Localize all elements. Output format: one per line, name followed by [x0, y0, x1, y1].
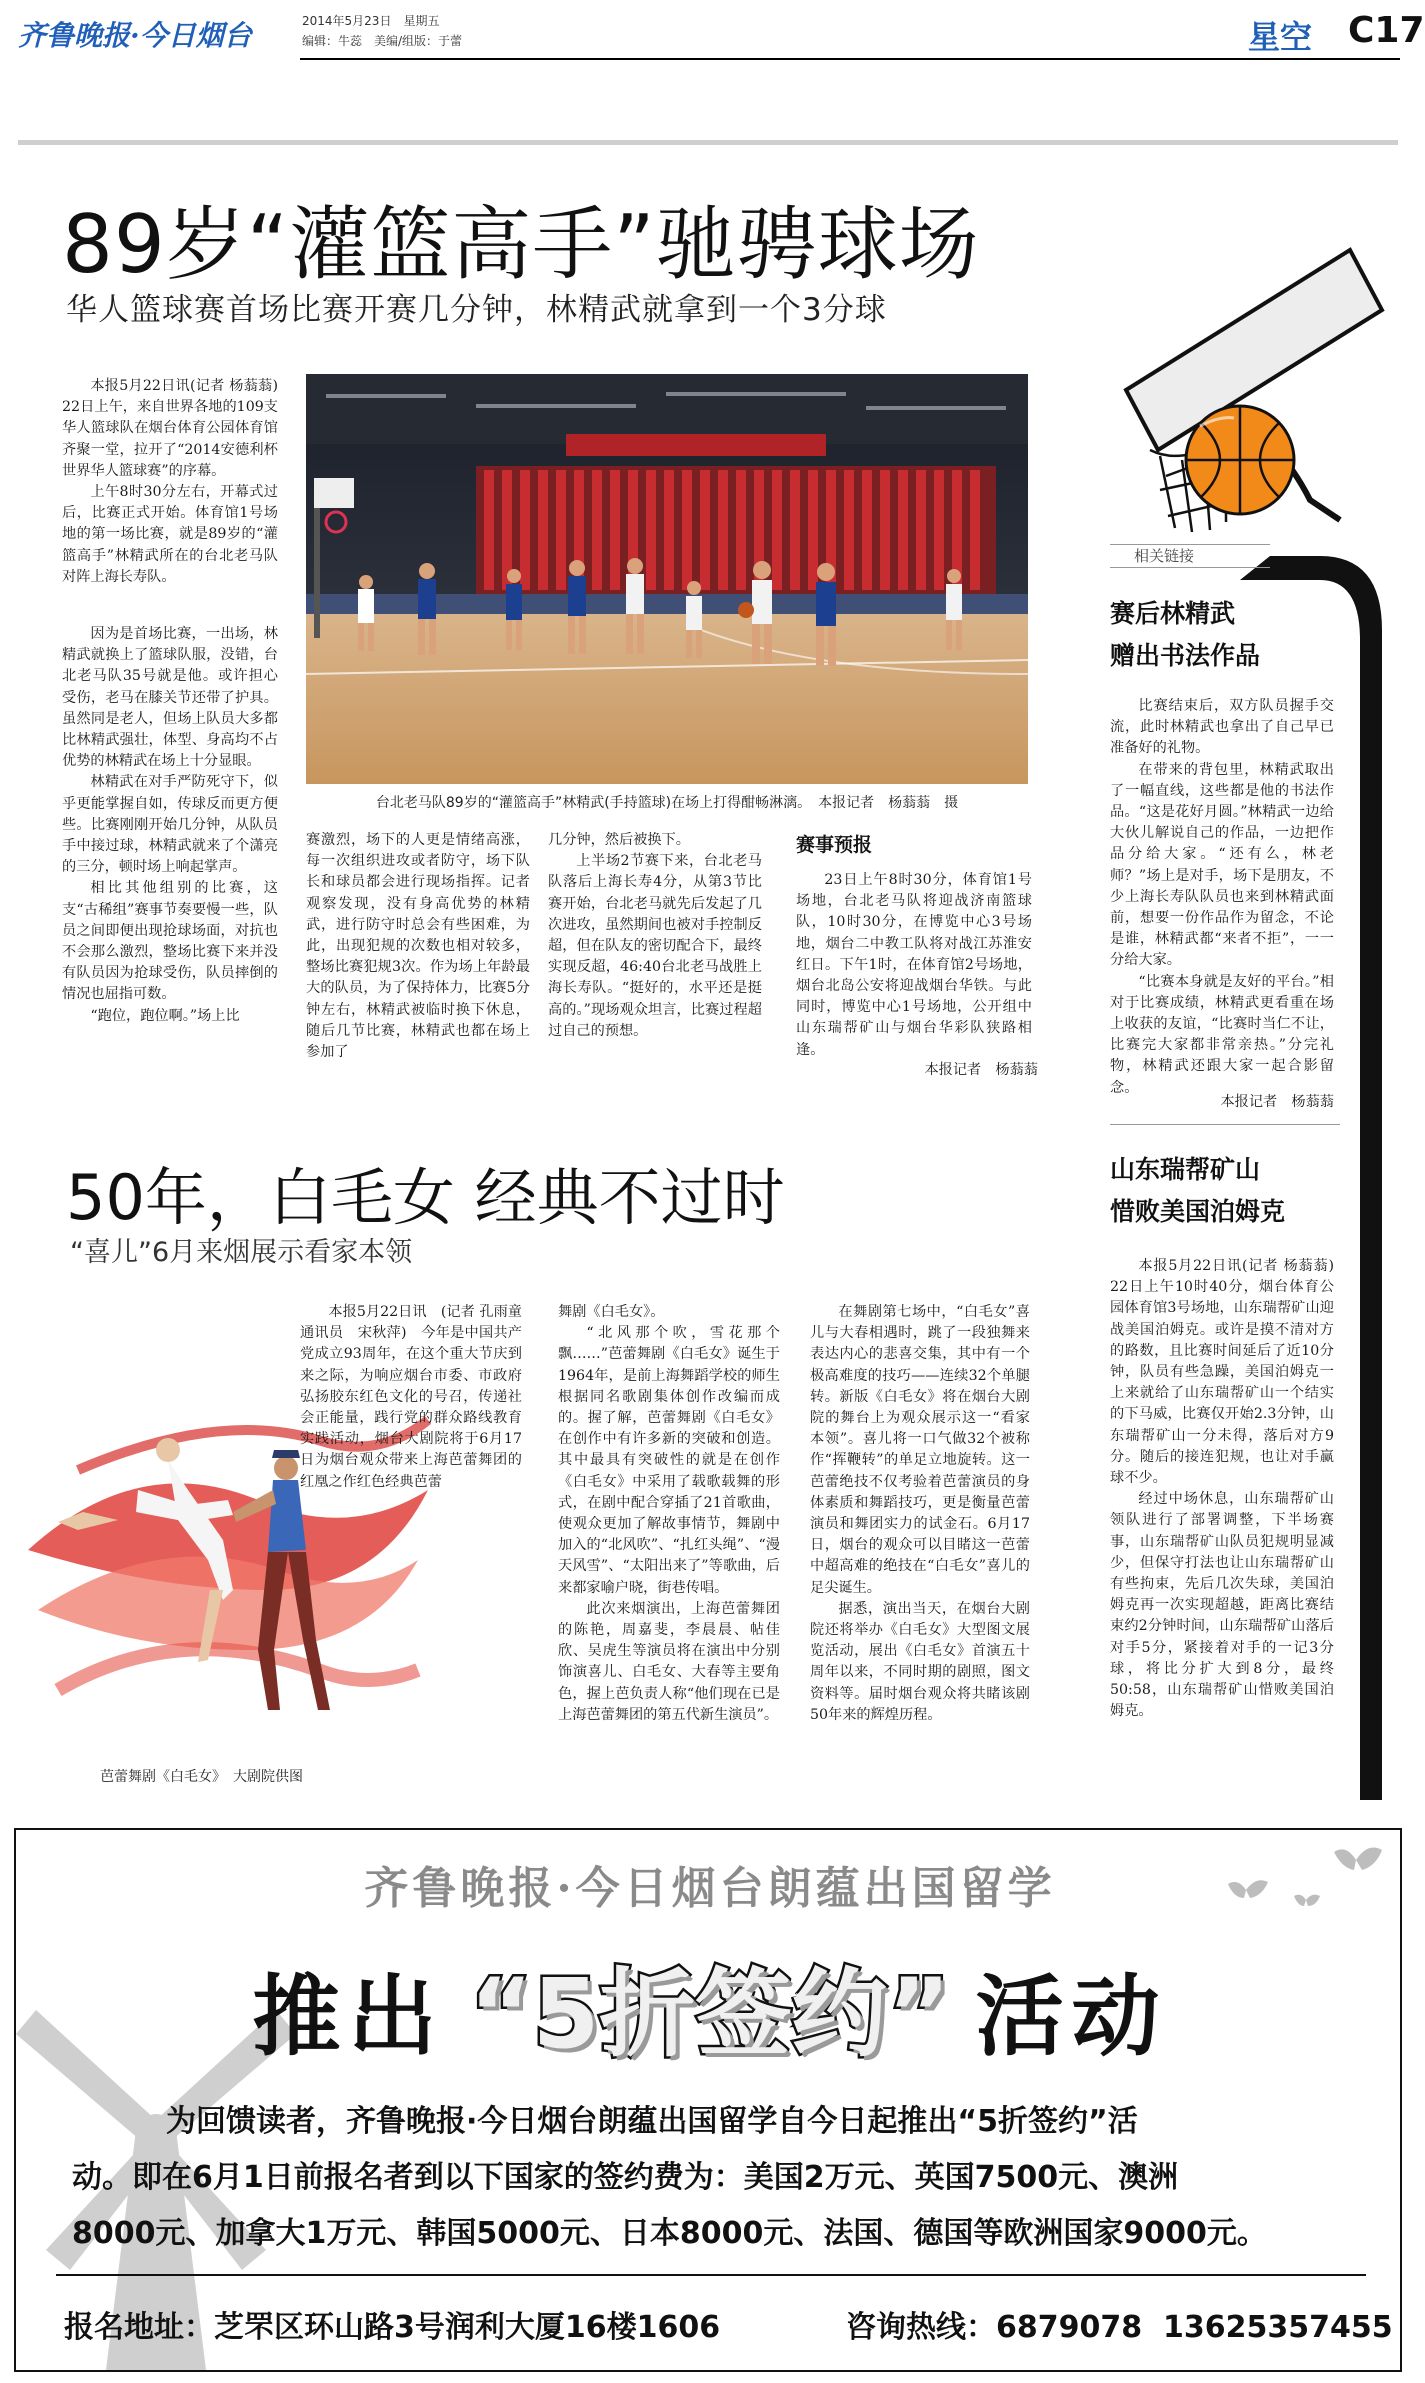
promo-quote: “5折签约”	[469, 1958, 951, 2070]
article2-subheadline: “喜儿”6月来烟展示看家本领	[70, 1237, 413, 1268]
top-divider	[18, 140, 1398, 145]
related-body: 比赛结束后，双方队员握手交流，此时林精武也拿出了自己早已准备好的礼物。 在带来的背包里，林精武取出了一幅直线，这些都是他的书法作品。“这是花好月圆。”林精武一边给大伙儿解说自己的作品，一边把作品分给大家。“还有么，林老师？”场上是对手，场下是朋友，不少上海长寿队队员也来到林精武面前，想要一份作品作为留念，不论是谁，林精武都“来者不拒”，一一分给大家。 “比赛本身就是友好的平台。”相对于比赛成绩，林精武更看重在场上收获的友谊，“比赛时当仁不让，比赛完大家都非常亲热。”分完礼物，林精武还跟大家一起合影留念。	[1110, 698, 1334, 1096]
advert-promo	[16, 1938, 1404, 2075]
sidebar-divider	[1110, 1124, 1340, 1125]
advert-body-line1: 为回馈读者，齐鲁晚报·今日烟台朗蕴出国留学自今日起推出“5折签约”活	[166, 2104, 1138, 2139]
article1-column1-bottom: 因为是首场比赛，一出场，林精武就换上了篮球队服，没错，台北老马队35号就是他。或许担心受伤，老马在膝关节还带了护具。虽然同是老人，但场上队员大多都比林精武强壮，体型、身高均不占优势的林精武在场上十分显眼。 林精武在对手严防死守下，似乎更能掌握自如，传球反而更方便些。比赛刚刚开始几分钟，从队员手中接过球，林精武就来了个潇亮的三分，顿时场上响起掌声。 相比其他组别的比赛，这支“古稀组”赛事节奏要慢一些，队员之间即便出现抢球场面，对抗也不会那么激烈，整场比赛下来并没有队员因为抢球受伤，队员摔倒的情况也屈指可数。 “跑位，跑位啊。”场上比	[62, 626, 278, 1024]
basketball-court-image	[306, 374, 1028, 784]
basketball-game-photo	[306, 374, 1028, 784]
related-title-line2: 赠出书法作品	[1110, 641, 1261, 670]
article2-headline: 50年，白毛女 经典不过时	[66, 1161, 785, 1234]
advert-hotline: 咨询热线：6879078 13625357455	[846, 2310, 1393, 2345]
masthead-date: 2014年5月23日 星期五	[302, 14, 440, 28]
promo-prefix: 推出	[252, 1965, 445, 2068]
page-number: C17	[1348, 10, 1425, 51]
article1-photo-caption: 台北老马队89岁的“灌篮高手”林精武(手持篮球)在场上打得酣畅淋漓。 本报记者 杨蓊蓊 摄	[375, 795, 959, 811]
article1-headline: 89岁“灌篮高手”驰骋球场	[62, 198, 980, 291]
promo-suffix: 活动	[975, 1965, 1168, 2068]
related-link-label: 相关链接	[1110, 544, 1270, 568]
mining-title-line2: 惜败美国泊姆克	[1110, 1197, 1286, 1226]
preview-byline: 本报记者 杨蓊蓊	[924, 1062, 1038, 1078]
masthead-paper-name: 齐鲁晚报·今日烟台	[18, 19, 252, 52]
advert-title: 齐鲁晚报·今日烟台朗蕴出国留学	[364, 1863, 1056, 1914]
article1-column3: 几分钟，然后被换下。 上半场2节赛下来，台北老马队落后上海长寿4分，从第3节比赛开始，台北老马就先后发起了几次进攻，虽然期间也被对手控制反超，但在队友的密切配合下，最终实现反超，46:40台北老马战胜上海长寿队。“挺好的，水平还是挺高的。”现场观众坦言，比赛过程超过自己的预想。	[548, 832, 762, 1039]
related-byline: 本报记者 杨蓊蓊	[1220, 1094, 1334, 1110]
article1-subheadline: 华人篮球赛首场比赛开赛几分钟，林精武就拿到一个3分球	[66, 292, 887, 328]
masthead-editors: 编辑：牛蕊 美编/组版：于蕾	[302, 34, 463, 48]
section-name: 星空	[1248, 18, 1313, 56]
article1-column2: 赛激烈，场下的人更是情绪高涨，每一次组织进攻或者防守，场下队长和球员都会进行现场指挥。记者观察发现，没有身高优势的林精武，进行防守时总会有些困难，为此，出现犯规的次数也相对较多，整场比赛犯规3次。作为场上年龄最大的队员，为了保持体力，比赛5分钟左右，林精武被临时换下休息，随后几节比赛，林精武也都在场上参加了	[306, 832, 530, 1061]
related-title-line1: 赛后林精武	[1110, 599, 1236, 628]
advert-box	[14, 1828, 1402, 2372]
article1-column1-top: 本报5月22日讯(记者 杨蓊蓊) 22日上午，来自世界各地的109支华人篮球队在烟台体育公园体育馆齐聚一堂，拉开了“2014安德利杯世界华人篮球赛”的序幕。 上午8时30分左右，开幕式过后，比赛正式开始。体育馆1号场地的第一场比赛，就是89岁的“灌篮高手”林精武所在的台北老马队对阵上海长寿队。	[62, 378, 293, 585]
article2-column3: 在舞剧第七场中，“白毛女”喜儿与大春相遇时，跳了一段独舞来表达内心的悲喜交集，其中有一个极高难度的技巧——连续32个单腿转。新版《白毛女》将在烟台大剧院的舞台上为观众展示这一“看家本领”。喜儿将一口气做32个被称作“挥鞭转”的单足立地旋转。这一芭蕾绝技不仅考验着芭蕾演员的身体素质和舞蹈技巧，更是衡量芭蕾演员和舞团实力的试金石。6月17日，烟台的观众可以目睹这一芭蕾中超高难的绝技在“白毛女”喜儿的足尖诞生。 据悉，演出当天，在烟台大剧院还将举办《白毛女》大型图文展览活动，展出《白毛女》首演五十周年以来，不同时期的剧照，图文资料等。届时烟台观众将共睹该剧50年来的辉煌历程。	[810, 1304, 1030, 1723]
masthead-rule	[300, 58, 1400, 60]
preview-body: 23日上午8时30分，体育馆1号场地，台北老马队将迎战济南篮球队，10时30分，在博览中心3号场地，烟台二中教工队将对战江苏淮安红日。下午1时，在体育馆2号场地，烟台北岛公安将迎战烟台华铁。与此同时，博览中心1号场地，公开组中山东瑞帮矿山与烟台华彩队狭路相逢。	[796, 872, 1032, 1058]
mining-body: 本报5月22日讯(记者 杨蓊蓊) 22日上午10时40分，烟台体育公园体育馆3号场地，山东瑞帮矿山迎战美国泊姆克。或许是摸不清对方的路数，且比赛时间延后了近10分钟，队员有些急躁，美国泊姆克一上来就给了山东瑞帮矿山一个结实的下马威，比赛仅开始2.3分钟，山东瑞帮矿山一分未得，落后对方9分。随后的接连犯规，也让对手赢球不少。 经过中场休息，山东瑞帮矿山领队进行了部署调整，下半场赛事，山东瑞帮矿山队员犯规明显减少，但保守打法也让山东瑞帮矿山有些拘束，先后几次失球，美国泊姆克再一次实现超越，距离比赛结束约2分钟时间，山东瑞帮矿山落后对手5分，紧接着对手的一记3分球，将比分扩大到8分，最终50:58，山东瑞帮矿山惜败美国泊姆克。	[1110, 1258, 1349, 1720]
advert-body-line2: 动。即在6月1日前报名者到以下国家的签约费为：美国2万元、英国7500元、澳洲	[72, 2160, 1179, 2195]
advert-footer-rule	[56, 2274, 1366, 2276]
article2-column2: 舞剧《白毛女》。 “北风那个吹，雪花那个飘……”芭蕾舞剧《白毛女》诞生于1964年，是前上海舞蹈学校的师生根据同名歌剧集体创作改编而成的。握了解，芭蕾舞剧《白毛女》在创作中有许多新的突破和创造。其中最具有突破性的就是在创作《白毛女》中采用了载歌载舞的形式，在剧中配合穿插了21首歌曲，使观众更加了解故事情节，舞剧中加入的“北风吹”、“扎红头绳”、“漫天风雪”、“太阳出来了”等歌曲，后来都家喻户晓，街巷传唱。 此次来烟演出，上海芭蕾舞团的陈艳，周嘉斐，李晨晨、帖佳欣、吴虎生等演员将在演出中分别饰演喜儿、白毛女、大春等主要角色，握上芭负责人称“他们现在已是上海芭蕾舞团的第五代新生演员”。	[558, 1304, 780, 1723]
article2-column1: 本报5月22日讯 (记者 孔雨童 通讯员 宋秋萍) 今年是中国共产党成立93周年，在这个重大节庆到来之际，为响应烟台市委、市政府弘扬胶东红色文化的号召，传递社会正能量，践行党的群众路线教育实践活动，烟台大剧院将于6月17日为烟台观众带来上海芭蕾舞团的红凰之作红色经典芭蕾	[300, 1304, 537, 1490]
mining-title-line1: 山东瑞帮矿山	[1110, 1155, 1261, 1184]
masthead	[0, 0, 1425, 60]
advert-address: 报名地址：芝罘区环山路3号润利大厦16楼1606	[64, 2310, 721, 2345]
article2-photo-caption: 芭蕾舞剧《白毛女》 大剧院供图	[100, 1769, 303, 1785]
preview-heading: 赛事预报	[796, 834, 873, 856]
advert-body-line3: 8000元、加拿大1万元、韩国5000元、日本8000元、法国、德国等欧洲国家9000元。	[72, 2216, 1267, 2251]
